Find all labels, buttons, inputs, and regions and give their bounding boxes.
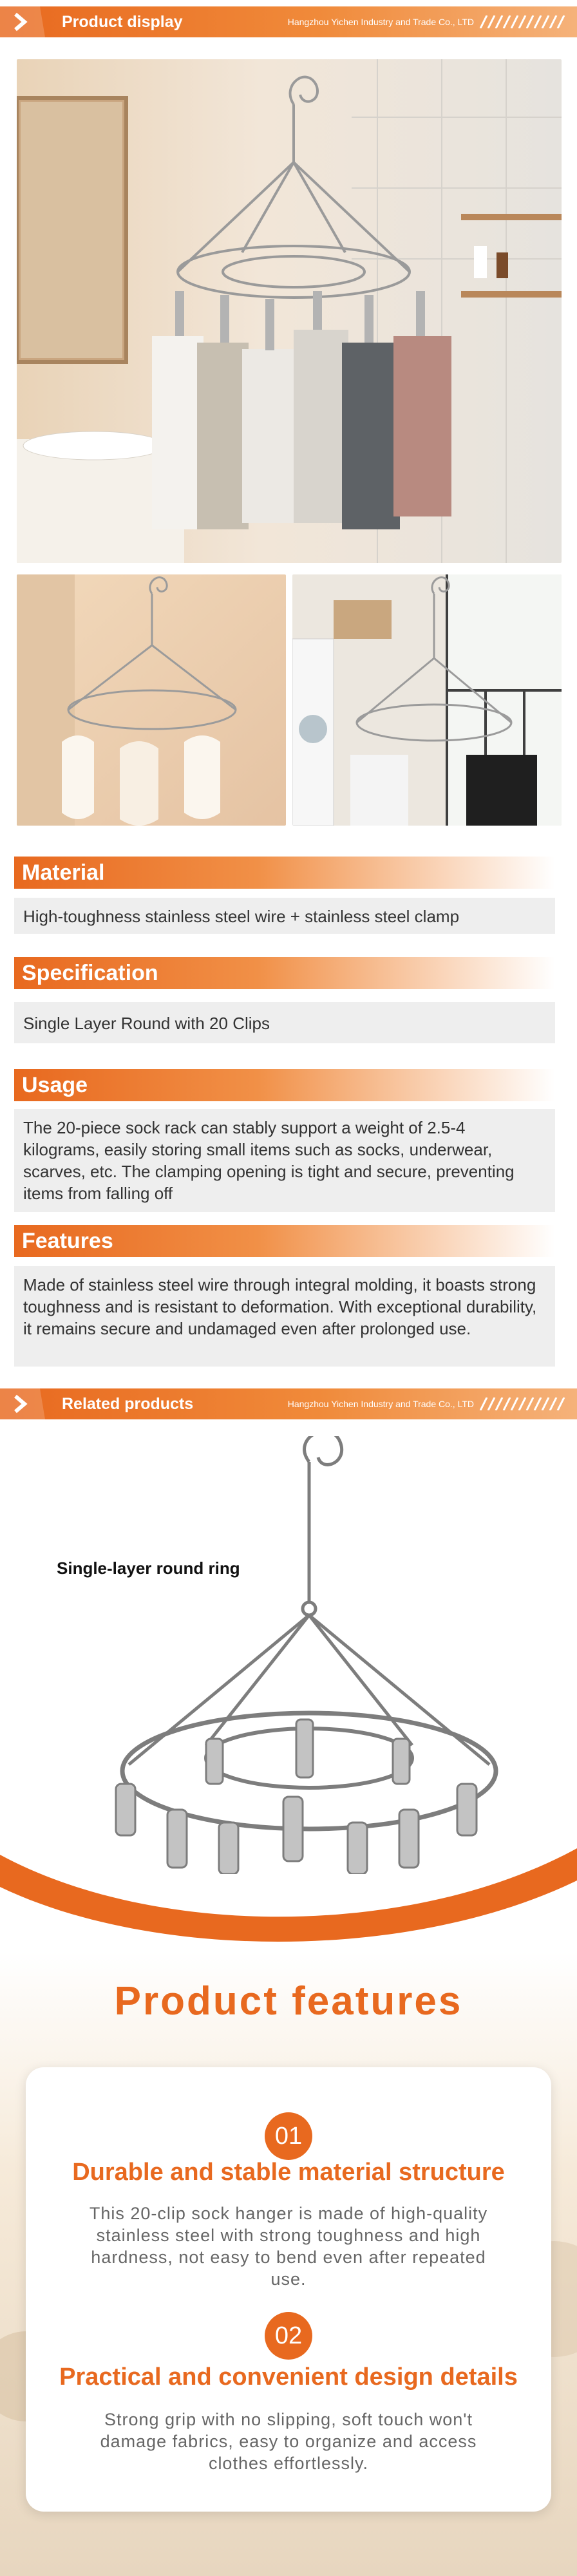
laundry-room-photo	[292, 574, 562, 826]
orange-swoosh-decoration	[0, 1842, 577, 1951]
product-display-banner	[0, 6, 577, 37]
features-header	[14, 1225, 555, 1257]
material-text: High-toughness stainless steel wire + stainless steel clamp	[14, 898, 555, 934]
material-title: Material	[22, 860, 105, 885]
features-card	[26, 2067, 551, 2512]
material-header	[14, 857, 555, 889]
feature-title-1: Durable and stable material structure	[72, 2159, 505, 2186]
usage-title: Usage	[22, 1073, 88, 1097]
feature-desc-2: Strong grip with no slipping, soft touch won't damage fabrics, easy to organize and access clothes effortlessly.	[100, 2410, 477, 2473]
feature-number-2: 02	[265, 2312, 312, 2360]
baby-bibs-photo	[17, 574, 286, 826]
related-product-label: Single-layer round ring	[57, 1558, 240, 1578]
bathroom-product-photo	[17, 59, 562, 563]
features-text: Made of stainless steel wire through integral molding, it boasts strong toughness and is resistant to deformation. With exceptional durability, it remains secure and undamaged even after prolonged use.	[14, 1266, 555, 1367]
chevron-right-icon	[0, 1388, 45, 1419]
feature-title-2: Practical and convenient design details	[59, 2363, 518, 2391]
chevron-right-icon	[0, 6, 45, 37]
hatch-decoration	[478, 15, 567, 28]
specification-title: Specification	[22, 961, 158, 985]
specification-text: Single Layer Round with 20 Clips	[14, 1002, 555, 1043]
banner-title: Related products	[62, 1395, 194, 1413]
hatch-decoration	[478, 1397, 567, 1410]
specification-header	[14, 957, 555, 989]
product-features-title: Product features	[114, 1979, 463, 2023]
company-name: Hangzhou Yichen Industry and Trade Co., LTD	[287, 1399, 474, 1409]
banner-title: Product display	[62, 13, 183, 31]
feature-number-1: 01	[265, 2112, 312, 2160]
features-title: Features	[22, 1229, 113, 1253]
round-ring-hanger-illustration	[90, 1436, 502, 1874]
feature-desc-1: This 20-clip sock hanger is made of high-quality stainless steel with strong toughness and high hardness, not easy to bend even after repeated use.	[89, 2204, 488, 2289]
company-name: Hangzhou Yichen Industry and Trade Co., LTD	[287, 17, 474, 27]
usage-text: The 20-piece sock rack can stably support a weight of 2.5-4 kilograms, easily storing small items such as socks, underwear, scarves, etc. The clamping opening is tight and secure, preventing items from falling off	[14, 1109, 555, 1212]
usage-header	[14, 1069, 555, 1101]
related-products-banner	[0, 1388, 577, 1419]
